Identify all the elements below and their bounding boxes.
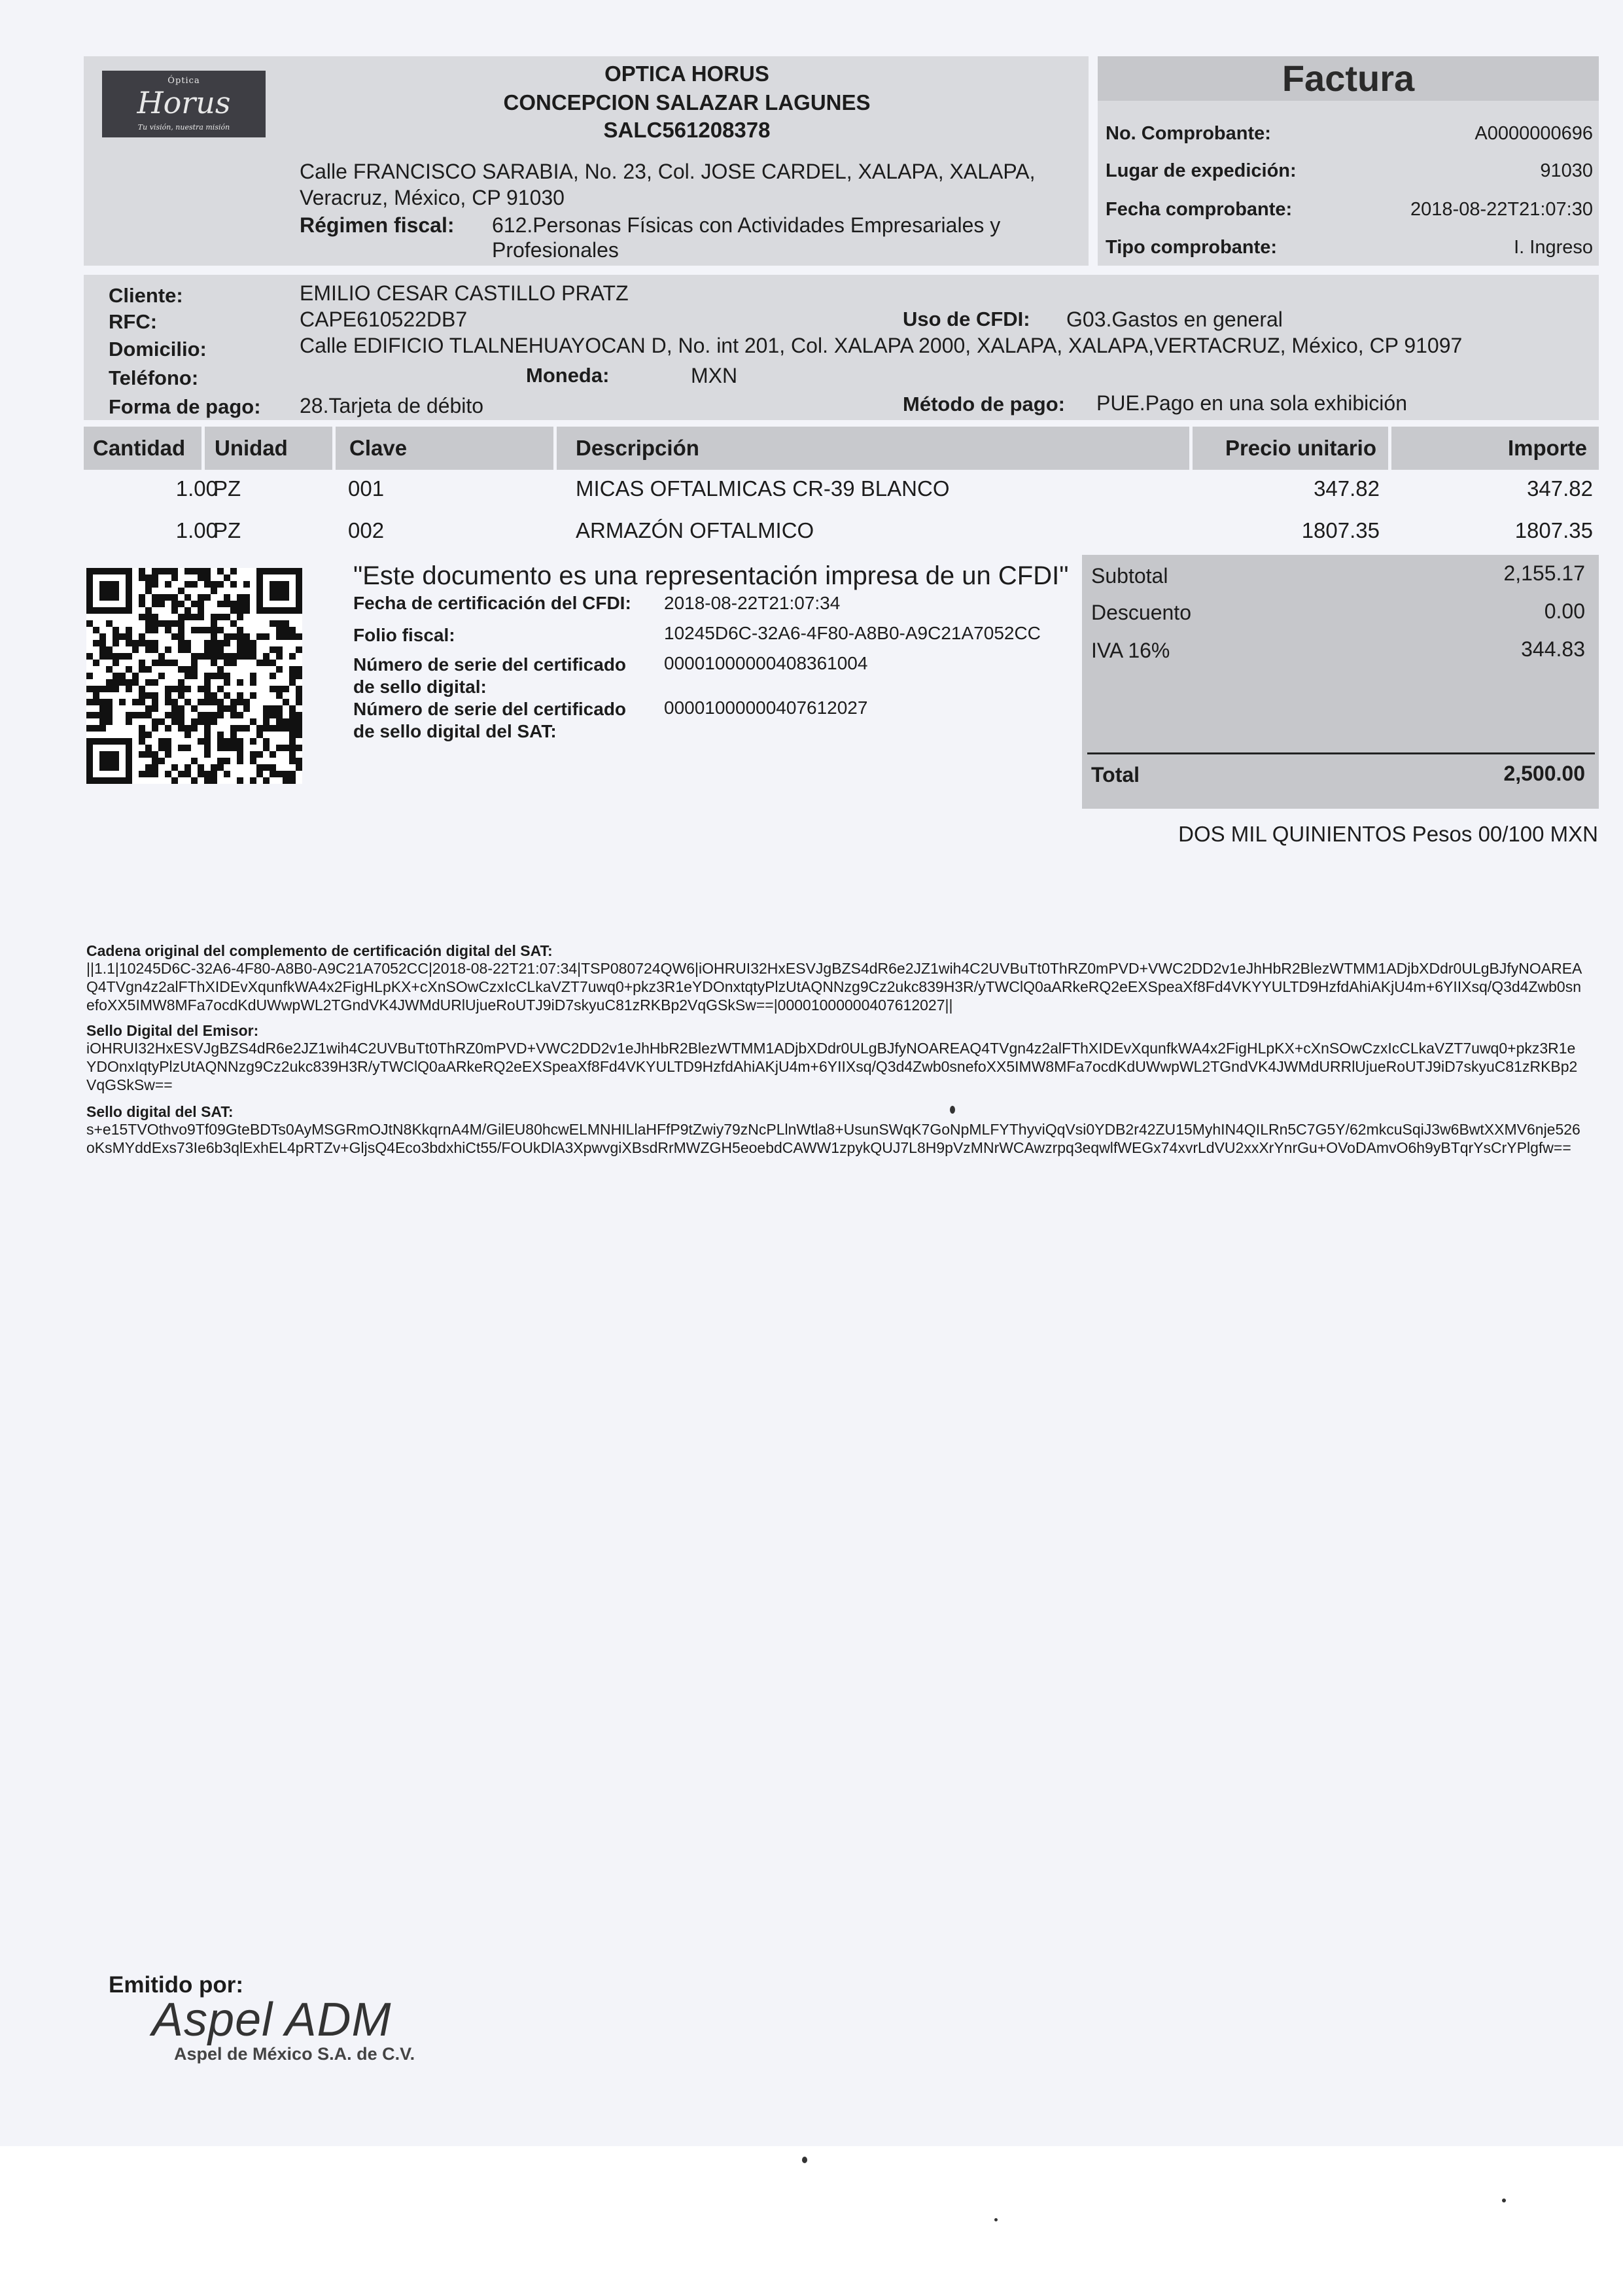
- payment-form-label: Forma de pago:: [109, 395, 261, 418]
- issuer-address-line1: Calle FRANCISCO SARABIA, No. 23, Col. JOSE CARDEL, XALAPA, XALAPA,: [300, 160, 1036, 183]
- row-amount: 1807.35: [1514, 518, 1593, 542]
- header-divider: [332, 427, 336, 470]
- aspel-logo: Aspel ADM: [152, 1994, 392, 2046]
- row-unit-price: 347.82: [1314, 476, 1380, 501]
- regime-value-line1: 612.Personas Físicas con Actividades Empresariales y: [492, 213, 1001, 237]
- row-quantity: 1.00: [175, 518, 218, 542]
- sat-seal-label: Sello digital del SAT:: [86, 1103, 234, 1120]
- client-address-label: Domicilio:: [109, 338, 207, 361]
- invoice-type-label: Tipo comprobante:: [1106, 237, 1278, 258]
- regime-label: Régimen fiscal:: [300, 213, 455, 237]
- original-chain-label: Cadena original del complemento de certificación digital del SAT:: [86, 942, 553, 959]
- fiscal-folio-label: Folio fiscal:: [353, 625, 455, 645]
- logo-name: Horus: [137, 85, 231, 120]
- scan-speck: [950, 1106, 955, 1114]
- original-chain-value: ||1.1|10245D6C-32A6-4F80-A8B0-A9C21A7052CC|2018-08-22T21:07:34|TSP080724QW6|iOHRUI32HxESVJgBZS4dR6e2JZ1wih4C2UVBuTt0ThRZ0mPVD+VWC2DD2v1eJhHbR2BlezWTMM1ADjbXDdr0ULgBJfyNOAREAQ4TVgn4z2alFThXIDEvXqunfkWA4x2FigHLpKX+cXnSOwCzxIcCLkaVZT7uwq0+pkz3R1eYDOnxtqtyPlzUtAQNNzg9Cz2ukc839H3R/yTWClQ0aARkeRQ2eEXSpeaXf8Fd4VKYYULTD9HzfdAhiAKjU4m+6YIIXsq/Q3d4Zwb0snefoXX5IMW8MFa7ocdKdUWwpWL2TGndVK4JWMdURlUjueRoUTJ9iD7skyuC81zRKBp2VqGSkSw==|00001000000407612027||: [86, 960, 1582, 1014]
- issuer-seal-value: iOHRUI32HxESVJgBZS4dR6e2JZ1wih4C2UVBuTt0ThRZ0mPVD+VWC2DD2v1eJhHbR2BlezWTMM1ADjbXDdr0ULgBJfyNOAREAQ4TVgn4z2alFThXIDEvXqunfkWA4x2FigHLpKX+cXnSOwCzxIcCLkaVZT7uwq0+pkz3R1eYDOnxIqtyPlzUtAQNNzg9Cz2ukc839H3R/yTWClQ0aARkeRQ2eEXSpeaXf8Fd4VKYULTD9HzfdAhiAKjU4m+6YIIXsq/Q3d4Zwb0snefoXX5IMW8MFa7ocdKdUWwpWL2TGndVK4JWMdURRlUjueRoUTJ9iD7skyuC81zRKBp2VqGSkSw==: [86, 1040, 1578, 1093]
- total-label: Total: [1091, 763, 1140, 786]
- issuer-owner: CONCEPCION SALAZAR LAGUNES: [503, 90, 871, 115]
- row-code: 001: [348, 476, 385, 501]
- certification-date-label: Fecha de certificación del CFDI:: [353, 593, 631, 613]
- sat-seal-value: s+e15TVOthvo9Tf09GteBDTs0AyMSGRmOJtN8KkqrnA4M/GilEU80hcwELMNHILlaHFfP9tZwiy79zNcPLlnWtla8+UsunSWqK7GoNpMLFYThyviQqVsi0YDB2r42ZU15MyhIN4QILRn5C7G5Y/62mkcuSqiJ3w6BwtXXMV6nje526oKsMYddExs73Ie6b3qlExhEL4pRTZv+GljsQ4Eco3bdxhiCt55/FOUkDlA3XpwvgiXBsdRrMWZGH5eoebdCAWW1zpykQUJ7L8H9pVzMNrWCAwzrpq3eqwlfWEGx74xvrLdVU2xxXrYnrGu+OVoDAmvO6h9yBTqrYsCrYPlgfw==: [86, 1121, 1580, 1156]
- row-quantity: 1.00: [175, 476, 218, 501]
- issuer-cert-serial-label-1: Número de serie del certificado: [353, 654, 627, 675]
- cfdi-use-label: Uso de CFDI:: [903, 308, 1030, 330]
- invoice-title: Factura: [1098, 56, 1599, 101]
- col-quantity-header: Cantidad: [93, 436, 186, 460]
- logo-top-text: Óptica: [167, 76, 200, 86]
- sat-cert-serial-value: 00001000000407612027: [664, 698, 868, 718]
- total-in-words: DOS MIL QUINIENTOS Pesos 00/100 MXN: [1178, 822, 1598, 846]
- phone-label: Teléfono:: [109, 366, 199, 389]
- cfdi-representation-note: "Este documento es una representación impresa de un CFDI": [353, 561, 1069, 590]
- row-unit: PZ: [213, 518, 241, 542]
- items-table-header: [84, 427, 1599, 470]
- row-unit: PZ: [213, 476, 241, 501]
- issuer-rfc: SALC561208378: [603, 118, 771, 142]
- cfdi-use-value: G03.Gastos en general: [1066, 308, 1283, 331]
- header-divider: [553, 427, 557, 470]
- issue-place-label: Lugar de expedición:: [1106, 160, 1297, 181]
- client-name: EMILIO CESAR CASTILLO PRATZ: [300, 281, 629, 305]
- aspel-company-name: Aspel de México S.A. de C.V.: [174, 2044, 415, 2064]
- sat-cert-serial-label-1: Número de serie del certificado: [353, 699, 627, 719]
- invoice-number-value: A0000000696: [1475, 123, 1593, 144]
- qr-code: [86, 568, 302, 784]
- client-address-value: Calle EDIFICIO TLALNEHUAYOCAN D, No. int 201, Col. XALAPA 2000, XALAPA, XALAPA,VERTACRUZ, México, CP 91097: [300, 334, 1463, 357]
- total-divider: [1087, 752, 1595, 754]
- subtotal-label: Subtotal: [1091, 564, 1168, 588]
- row-code: 002: [348, 518, 385, 542]
- total-value: 2,500.00: [1503, 762, 1585, 785]
- row-unit-price: 1807.35: [1301, 518, 1380, 542]
- issuer-logo: [102, 71, 266, 137]
- vat-label: IVA 16%: [1091, 639, 1170, 662]
- subtotal-value: 2,155.17: [1503, 561, 1585, 585]
- issuer-cert-serial-value: 00001000000408361004: [664, 653, 868, 673]
- issuer-seal-label: Sello Digital del Emisor:: [86, 1022, 259, 1039]
- client-rfc-label: RFC:: [109, 310, 158, 333]
- client-rfc-value: CAPE610522DB7: [300, 308, 468, 331]
- discount-label: Descuento: [1091, 601, 1191, 624]
- header-divider: [1189, 427, 1193, 470]
- col-unit-price-header: Precio unitario: [1225, 436, 1376, 460]
- col-amount-header: Importe: [1507, 436, 1587, 460]
- client-label: Cliente:: [109, 284, 183, 307]
- scan-speck: [994, 2218, 998, 2221]
- fiscal-folio-value: 10245D6C-32A6-4F80-A8B0-A9C21A7052CC: [664, 623, 1041, 643]
- invoice-type-value: I. Ingreso: [1514, 237, 1593, 258]
- scan-speck: [802, 2157, 807, 2163]
- scan-speck: [1502, 2199, 1506, 2202]
- logo-tagline: Tu visión, nuestra misión: [137, 123, 230, 132]
- certification-date-value: 2018-08-22T21:07:34: [664, 593, 841, 613]
- col-description-header: Descripción: [576, 436, 699, 460]
- col-code-header: Clave: [349, 436, 408, 460]
- payment-method-value: PUE.Pago en una sola exhibición: [1096, 391, 1407, 415]
- discount-value: 0.00: [1544, 599, 1585, 623]
- payment-form-value: 28.Tarjeta de débito: [300, 394, 484, 417]
- issuer-name: OPTICA HORUS: [604, 62, 769, 86]
- page-bottom-margin: [0, 2146, 1623, 2296]
- issued-by-label: Emitido por:: [109, 1972, 244, 1998]
- currency-value: MXN: [691, 364, 738, 387]
- col-unit-header: Unidad: [215, 436, 288, 460]
- invoice-date-label: Fecha comprobante:: [1106, 199, 1293, 220]
- issuer-address-line2: Veracruz, México, CP 91030: [300, 186, 565, 209]
- invoice-number-label: No. Comprobante:: [1106, 123, 1271, 144]
- header-divider: [1388, 427, 1391, 470]
- sat-cert-serial-label-2: de sello digital del SAT:: [353, 721, 557, 741]
- row-description: MICAS OFTALMICAS CR-39 BLANCO: [576, 476, 950, 501]
- row-amount: 347.82: [1527, 476, 1593, 501]
- currency-label: Moneda:: [526, 364, 610, 387]
- row-description: ARMAZÓN OFTALMICO: [576, 518, 814, 542]
- issuer-cert-serial-label-2: de sello digital:: [353, 677, 487, 697]
- vat-value: 344.83: [1521, 637, 1585, 661]
- header-divider: [201, 427, 205, 470]
- regime-value-line2: Profesionales: [492, 238, 619, 262]
- invoice-date-value: 2018-08-22T21:07:30: [1410, 199, 1593, 220]
- payment-method-label: Método de pago:: [903, 393, 1065, 415]
- issue-place-value: 91030: [1540, 160, 1593, 181]
